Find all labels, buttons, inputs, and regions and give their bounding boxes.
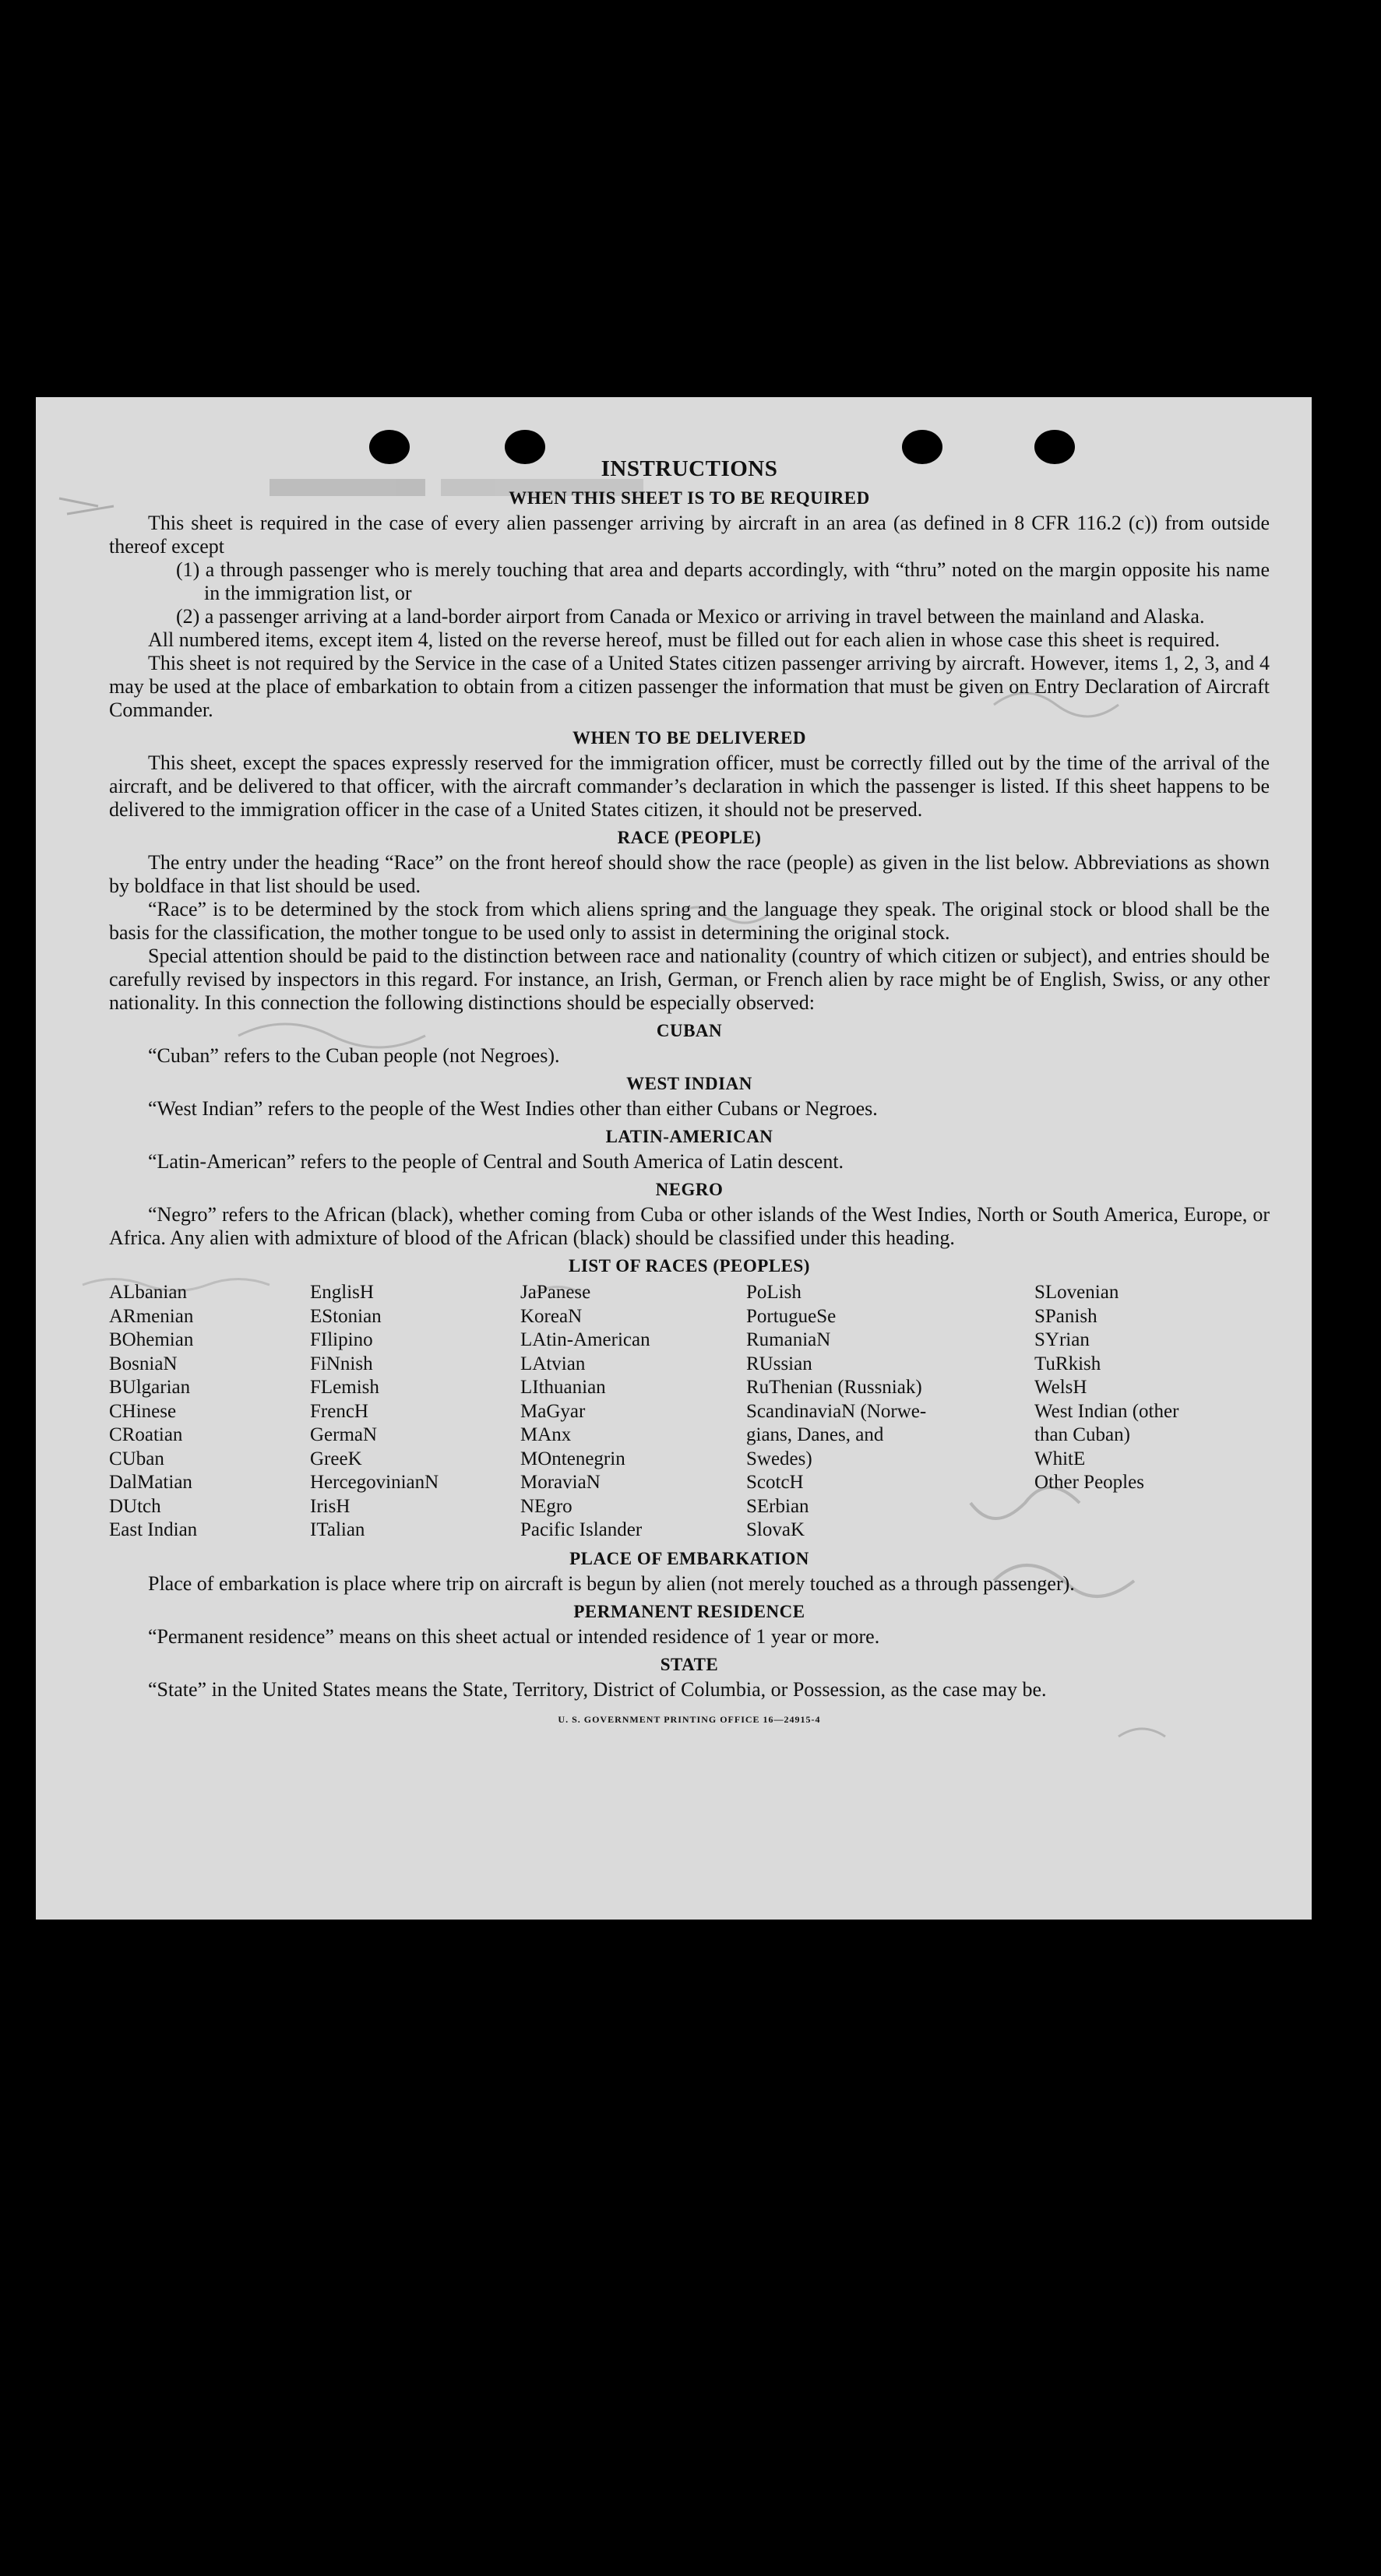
when-required-para-3: This sheet is not required by the Service in the case of a United States citizen passenger arriving by aircraft. However, items 1, 2, 3, and 4 may be used at the place of embarkation to obtain from a citizen passenger the information that must be given on Entry Declaration of Aircraft Commander. bbox=[109, 652, 1270, 721]
negro-text: “Negro” refers to the African (black), whether coming from Cuba or other islands of the West Indies, North or South America, Europe, or Africa. Any alien with admixture of blood of the African (black) should be classified under this heading. bbox=[109, 1203, 1270, 1249]
document-sheet bbox=[36, 397, 1312, 1920]
race-para-1: The entry under the heading “Race” on the front hereof should show the race (people) as given in the list below. Abbreviations as shown by boldface in that list should be used. bbox=[109, 851, 1270, 897]
races-column-3: JaPanese KoreaN LAtin-American LAtvian LIthuanian MaGyar MAnx MOntenegrin MoraviaN NEgro Pacific Islander bbox=[520, 1282, 650, 1540]
when-delivered-text: This sheet, except the spaces expressly reserved for the immigration officer, must be correctly filled out by the time of the arrival of the aircraft, and be delivered to that officer, with the aircraft commander’s declaration in which the passenger is listed. If this sheet happens to be delivered to the immigration officer in the case of a United States citizen, it should not be preserved. bbox=[109, 751, 1270, 821]
races-column-5: SLovenian SPanish SYrian TuRkish WelsH West Indian (other than Cuban) WhitE Other Peoples bbox=[1034, 1282, 1179, 1493]
races-column-2: EnglisH EStonian FIlipino FiNnish FLemish FrencH GermaN GreeK HercegovinianN IrisH ITalian bbox=[310, 1282, 439, 1540]
when-required-para-2: All numbered items, except item 4, listed on the reverse hereof, must be filled out for each alien in whose case this sheet is required. bbox=[148, 628, 1221, 651]
when-required-intro: This sheet is required in the case of every alien passenger arriving by aircraft in an area (as defined in 8 CFR 116.2 (c)) from outside thereof except bbox=[109, 512, 1270, 558]
latin-american-text: “Latin-American” refers to the people of Central and South America of Latin descent. bbox=[148, 1150, 844, 1173]
heading-state: STATE bbox=[660, 1654, 719, 1674]
heading-embarkation: PLACE OF EMBARKATION bbox=[569, 1548, 809, 1568]
when-required-item-2: (2) a passenger arriving at a land-border airport from Canada or Mexico or arriving in travel between the mainland and Alaska. bbox=[176, 605, 1205, 628]
embarkation-text: Place of embarkation is place where trip on aircraft is begun by alien (not merely touched as a through passenger). bbox=[148, 1571, 1075, 1595]
state-text: “State” in the United States means the State, Territory, District of Columbia, or Possession, as the case may be. bbox=[148, 1677, 1047, 1701]
heading-permanent-residence: PERMANENT RESIDENCE bbox=[573, 1601, 805, 1621]
heading-latin-american: LATIN-AMERICAN bbox=[605, 1127, 773, 1146]
page-title: INSTRUCTIONS bbox=[601, 456, 778, 481]
heading-race: RACE (PEOPLE) bbox=[617, 828, 762, 847]
race-para-3: Special attention should be paid to the distinction between race and nationality (country of which citizen or subject), and entries should be carefully revised by inspectors in this regard. For instance, an Irish, German, or French alien by race might be of English, Swiss, or any other nationality. In this connection the following distinctions should be especially observed: bbox=[109, 945, 1270, 1014]
heading-negro: NEGRO bbox=[655, 1180, 724, 1199]
heading-when-delivered: WHEN TO BE DELIVERED bbox=[572, 728, 806, 748]
races-column-4: PoLish PortugueSe RumaniaN RUssian RuThenian (Russniak) ScandinaviaN (Norwe- gians, Danes, and Swedes) ScotcH SErbian SlovaK bbox=[746, 1282, 927, 1540]
west-indian-text: “West Indian” refers to the people of the West Indies other than either Cubans or Negroes. bbox=[148, 1097, 878, 1120]
permanent-residence-text: “Permanent residence” means on this sheet actual or intended residence of 1 year or more. bbox=[148, 1624, 880, 1648]
heading-when-required: WHEN THIS SHEET IS TO BE REQUIRED bbox=[509, 488, 870, 508]
heading-cuban: CUBAN bbox=[656, 1021, 723, 1040]
instructions-content bbox=[109, 452, 1270, 1726]
race-para-2: “Race” is to be determined by the stock from which aliens spring and the language they speak. The original stock or blood shall be the basis for the classification, the mother tongue to be used only to assist in determining the original stock. bbox=[109, 898, 1270, 944]
heading-west-indian: WEST INDIAN bbox=[626, 1074, 752, 1093]
cuban-text: “Cuban” refers to the Cuban people (not Negroes). bbox=[148, 1044, 560, 1067]
printing-office-footer: U. S. GOVERNMENT PRINTING OFFICE 16—24915-4 bbox=[558, 1713, 821, 1725]
races-column-1: ALbanian ARmenian BOhemian BosniaN BUlgarian CHinese CRoatian CUban DalMatian DUtch East Indian bbox=[109, 1282, 198, 1540]
races-list bbox=[109, 1281, 1270, 1543]
when-required-item-1: (1) a through passenger who is merely touching that area and departs accordingly, with “thru” noted on the margin opposite his name in the immigration list, or bbox=[176, 558, 1270, 604]
heading-list-of-races: LIST OF RACES (PEOPLES) bbox=[569, 1256, 810, 1276]
